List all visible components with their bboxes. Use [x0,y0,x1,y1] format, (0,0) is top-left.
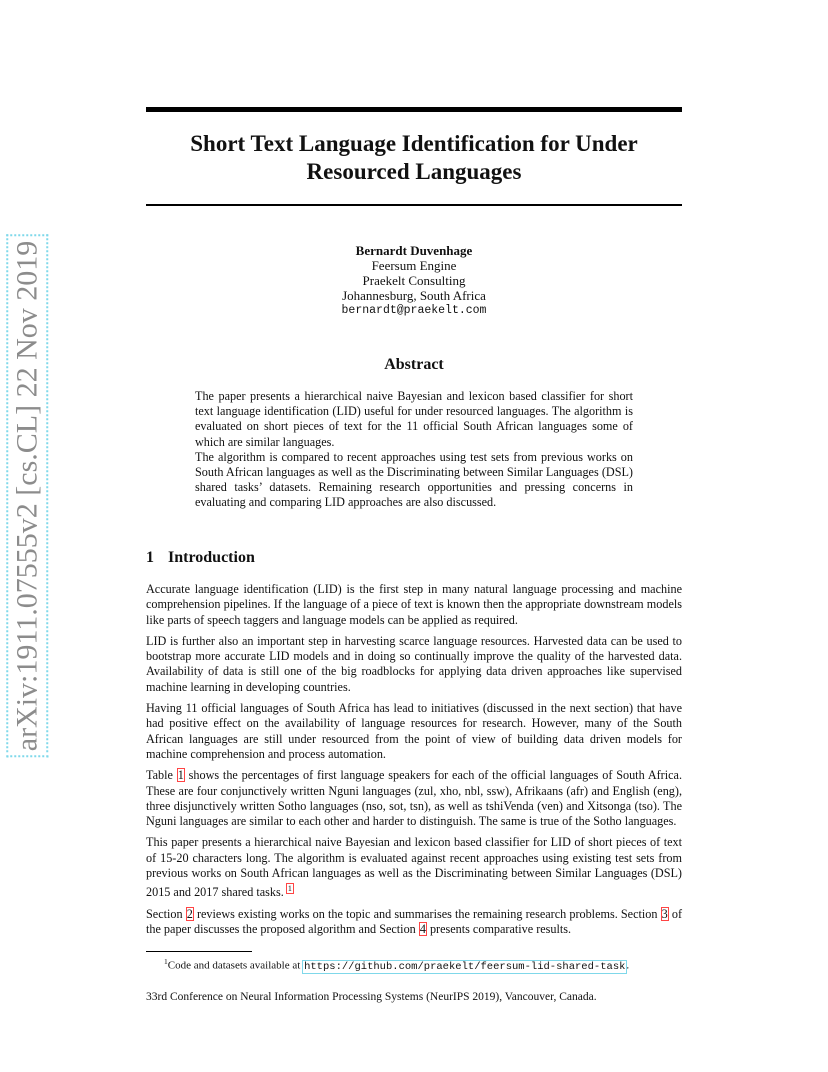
author-location: Johannesburg, South Africa [342,288,486,303]
text-span: reviews existing works on the topic and summarises the remaining research problems. Section [193,906,661,921]
author-affiliation-1: Feersum Engine [371,258,457,273]
abstract-heading: Abstract [384,356,444,373]
intro-paragraph-1: Accurate language identification (LID) is the first step in many natural language processing and machine comprehension pipelines. If the language of a piece of text is known then the appropriate downstream models like parts of speech taggers and language models can be applied as required. [146,582,682,627]
conference-note: 33rd Conference on Neural Information Processing Systems (NeurIPS 2019), Vancouver, Canada. [146,991,597,1003]
text-span: shows the percentages of first language speakers for each of the official languages of South Africa. These are four conjunctively written Nguni languages (zul, xho, nbl, ssw), Afrikaans (afr) and English (eng), three disjunctively written Sotho languages (nso, sot, tsn), as well as tshiVenda (ven) and Xitsonga (tso). The Nguni languages are similar to each other and harder to distinguish. The same is true of the Sotho languages. [146,768,682,829]
intro-paragraph-2: LID is further also an important step in harvesting scarce language resources. Harvested data can be used to bootstrap more accurate LID models and in doing so continually improve the quality of the harvested data. Availability of data is still one of the big roadblocks for applying data driven approaches like supervised machine learning in developing countries. [146,633,682,694]
abstract-paragraph-1: The paper presents a hierarchical naive Bayesian and lexicon based classifier for short text language identification (LID) useful for under resourced languages. The algorithm is evaluated on short pieces of text for the 11 official South African languages some of which are similar languages. [195,389,633,449]
footnote-rule [146,951,252,952]
footnote-ref-link[interactable]: 1 [287,884,292,894]
author-affiliation-2: Praekelt Consulting [362,273,466,288]
intro-paragraph-6 [146,907,682,938]
title-line-1: Short Text Language Identification for Under [190,131,638,156]
author-name: Bernardt Duvenhage [355,243,473,258]
arxiv-identifier [6,240,48,752]
abstract-paragraph-2: The algorithm is compared to recent approaches using test sets from previous works on South African languages as well as the Discriminating between Similar Languages (DSL) shared tasks’ datasets. Remaining research opportunities and pressing concerns in evaluating and comparing LID approaches are also discussed. [195,449,633,510]
section-number: 1 [146,549,154,566]
footnote [146,955,682,974]
paper-title [146,130,682,186]
title-top-rule [146,107,682,112]
footnote-mark: 1 [164,957,168,966]
section-ref-link-2[interactable]: 2 [186,906,193,921]
title-bottom-rule [146,204,682,206]
footnote-text: Code and datasets available at [167,959,304,972]
footnote-url-link[interactable]: https://github.com/praekelt/feersum-lid-shared-task [304,960,626,973]
abstract-body [195,389,633,511]
author-email: bernardt@praekelt.com [341,304,487,317]
intro-paragraph-3: Having 11 official languages of South Africa has lead to initiatives (discussed in the next section) that have had positive effect on the availability of language resources for research. However, many of the South African languages are still under resourced from the point of view of building data driven models for machine comprehension and process automation. [146,701,682,761]
text-span: presents comparative results. [426,922,572,936]
text-span: Section [146,906,186,921]
table-ref-link[interactable]: 1 [177,768,184,783]
text-span: This paper presents a hierarchical naive Bayesian and lexicon based classifier for LID of short pieces of text of 15-20 characters long. The algorithm is evaluated against recent approaches using existing test sets from previous works on South African languages as well as the Discriminating between Similar Languages (DSL) 2015 and 2017 shared tasks. [146,835,682,900]
arxiv-id-text: arXiv:1911.07555v2 [cs.CL] 22 Nov 2019 [10,240,43,752]
section-heading-introduction [146,549,255,567]
text-span: Table [146,768,177,783]
section-ref-link-3[interactable]: 3 [661,906,668,921]
footnote-end: . [626,959,630,972]
section-title: Introduction [168,549,255,566]
section-ref-link-4[interactable]: 4 [419,922,426,936]
title-line-2: Resourced Languages [306,159,522,184]
author-block [146,243,682,318]
text-span: of the paper discusses the proposed algorithm and Section [146,906,683,936]
intro-paragraph-5 [146,835,682,900]
introduction-body [146,582,682,943]
intro-paragraph-4 [146,768,682,829]
